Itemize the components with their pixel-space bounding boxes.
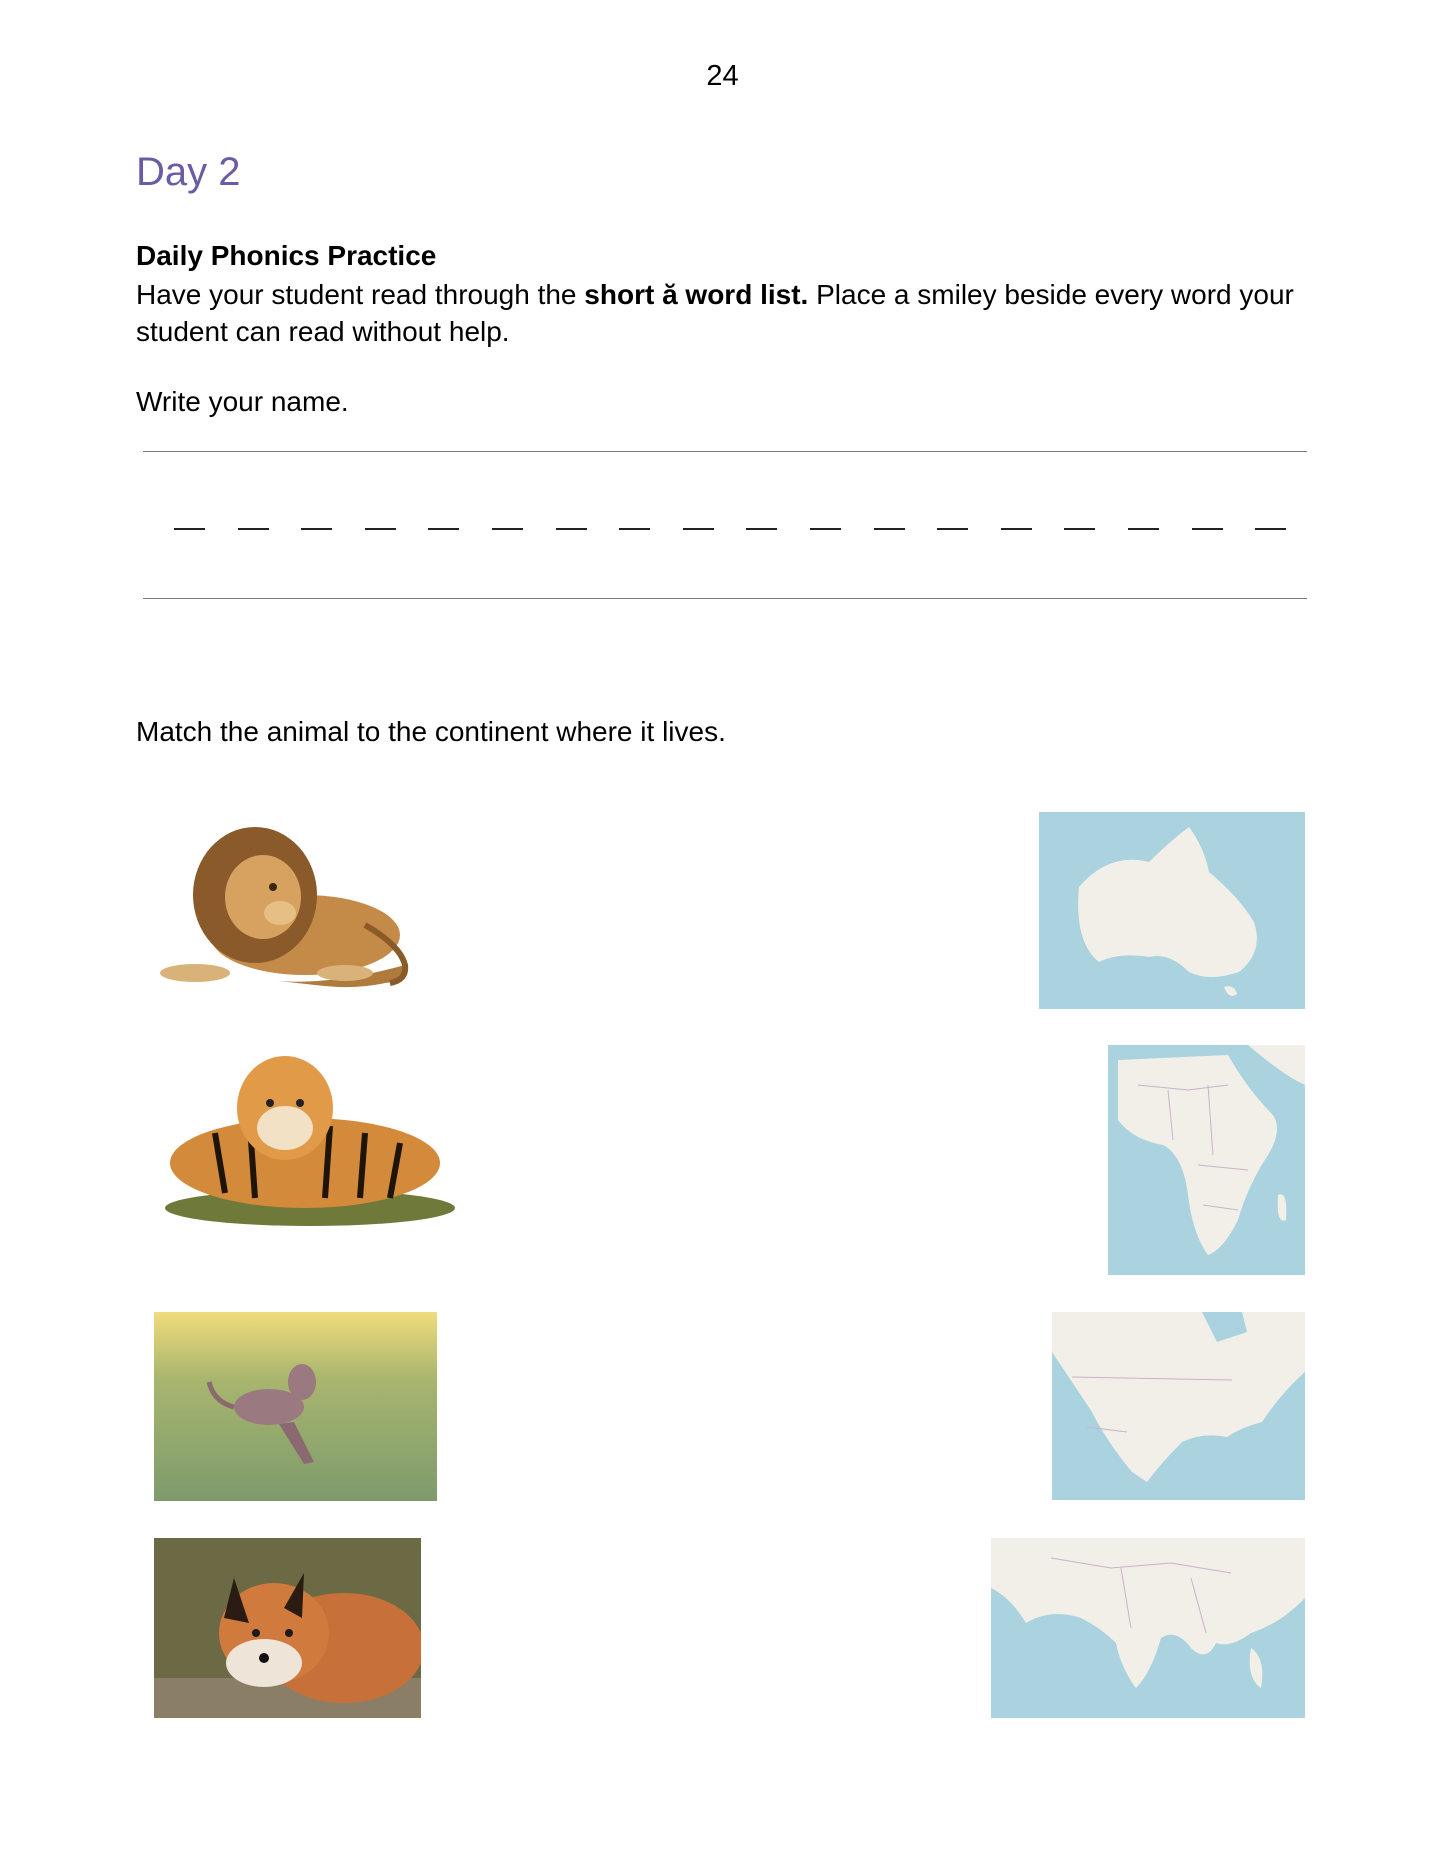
africa-map[interactable] xyxy=(1108,1045,1305,1275)
name-prompt: Write your name. xyxy=(136,386,349,417)
name-blank-dash xyxy=(1064,528,1095,530)
name-blank-dash xyxy=(937,528,968,530)
phonics-instructions xyxy=(136,276,1326,350)
name-blank-dash xyxy=(746,528,777,530)
phonics-heading: Daily Phonics Practice xyxy=(136,240,437,271)
name-bottom-line xyxy=(143,598,1307,599)
phonics-word-list-label: short ă word list. xyxy=(584,279,809,310)
name-blank-dash xyxy=(238,528,269,530)
page-number: 24 xyxy=(706,60,739,92)
name-blank-dash xyxy=(683,528,714,530)
name-blank-dash xyxy=(301,528,332,530)
day-title: Day 2 xyxy=(136,150,241,194)
lion-image[interactable] xyxy=(155,815,420,990)
name-blank-dash xyxy=(1001,528,1032,530)
name-blank-dash xyxy=(492,528,523,530)
phonics-text-end: Place a smiley beside every word your student can read without help. xyxy=(136,279,1294,347)
match-prompt: Match the animal to the continent where it lives. xyxy=(136,716,726,747)
australia-map[interactable] xyxy=(1039,812,1305,1009)
name-blank-dash xyxy=(174,528,205,530)
asia-map[interactable] xyxy=(991,1538,1305,1718)
kangaroo-image[interactable] xyxy=(154,1312,437,1501)
name-top-line xyxy=(143,451,1307,452)
name-blank-dash xyxy=(1255,528,1286,530)
north-america-map[interactable] xyxy=(1052,1312,1305,1500)
tiger-image[interactable] xyxy=(155,1048,455,1228)
name-writing-blanks[interactable] xyxy=(174,508,1284,548)
name-blank-dash xyxy=(874,528,905,530)
name-blank-dash xyxy=(810,528,841,530)
name-blank-dash xyxy=(428,528,459,530)
name-blank-dash xyxy=(619,528,650,530)
name-blank-dash xyxy=(556,528,587,530)
name-blank-dash xyxy=(1192,528,1223,530)
fox-image[interactable] xyxy=(154,1538,421,1718)
phonics-text-start: Have your student read through the xyxy=(136,279,585,310)
name-blank-dash xyxy=(1128,528,1159,530)
name-blank-dash xyxy=(365,528,396,530)
